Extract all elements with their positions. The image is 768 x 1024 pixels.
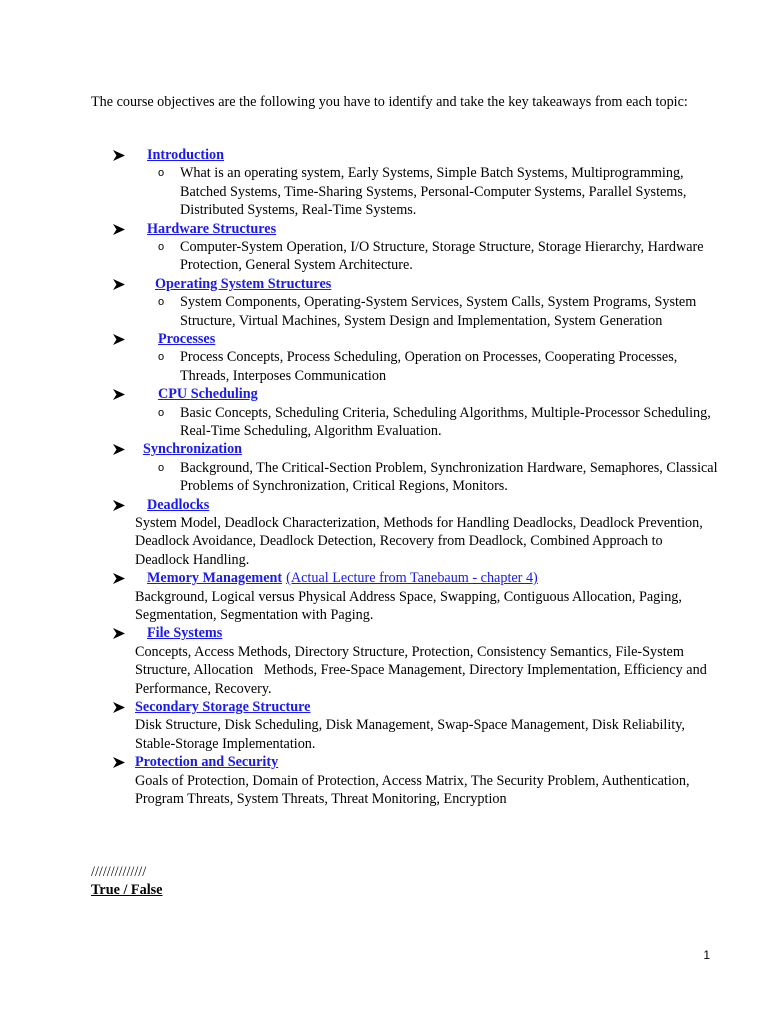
- topic-cpu-scheduling: [0, 385, 768, 440]
- arrow-bullet-icon: [113, 624, 127, 642]
- topic-introduction: [0, 146, 768, 220]
- arrow-bullet-icon: [113, 698, 127, 716]
- separator-slashes: //////////////: [91, 864, 147, 880]
- topic-synchronization: [0, 440, 768, 495]
- topic-title-link[interactable]: Introduction: [147, 147, 224, 163]
- topic-deadlocks: [0, 496, 768, 570]
- page-number: 1: [703, 948, 710, 962]
- topic-detail: Disk Structure, Disk Scheduling, Disk Management, Swap-Space Management, Disk Reliability, Stable-Storage Implementation.: [135, 717, 685, 752]
- topic-title-link[interactable]: Synchronization: [143, 441, 243, 458]
- topic-detail: Basic Concepts, Scheduling Criteria, Scheduling Algorithms, Multiple-Processor Scheduling, Real-Time Scheduling, Algorithm Evaluation.: [180, 404, 711, 440]
- topic-title-link[interactable]: Secondary Storage Structure: [135, 699, 311, 716]
- topic-file-systems: [0, 624, 768, 698]
- topic-title-link[interactable]: Protection and Security: [135, 754, 279, 771]
- intro-paragraph: The course objectives are the following you have to identify and take the key takeaways from each topic:: [91, 94, 688, 110]
- lecture-note-link[interactable]: (Actual Lecture from Tanebaum - chapter 4): [286, 570, 538, 587]
- arrow-bullet-icon: [113, 275, 127, 293]
- topic-title-link[interactable]: Hardware Structures: [147, 220, 277, 237]
- topic-hardware-structures: [0, 220, 768, 275]
- arrow-bullet-icon: [113, 220, 127, 238]
- topic-detail: Computer-System Operation, I/O Structure, Storage Structure, Storage Hierarchy, Hardware Protection, General System Architecture.: [180, 239, 704, 274]
- topic-detail: Goals of Protection, Domain of Protection, Access Matrix, The Security Problem, Authentication, Program Threats, System Threats, Threat Monitoring, Encryption: [135, 772, 690, 808]
- topic-title-link[interactable]: Memory Management: [147, 570, 283, 587]
- arrow-bullet-icon: [113, 385, 127, 403]
- arrow-bullet-icon: [113, 440, 127, 458]
- topic-title-link[interactable]: Operating System Structures: [155, 275, 332, 292]
- topic-title-link[interactable]: Processes: [158, 331, 216, 348]
- course-outline: [0, 146, 768, 808]
- arrow-bullet-icon: [113, 753, 127, 771]
- topic-title-link[interactable]: Deadlocks: [147, 496, 210, 513]
- topic-operating-system-structures: [0, 275, 768, 330]
- sub-bullet: o: [158, 296, 165, 309]
- sub-bullet: o: [158, 351, 165, 364]
- topic-detail: Concepts, Access Methods, Directory Structure, Protection, Consistency Semantics, File-System Structure, Allocation Methods, Free-Space Management, Directory Implementation, Efficiency and Performance, Recovery.: [135, 643, 711, 697]
- topic-title-link[interactable]: File Systems: [147, 625, 223, 642]
- true-false-heading: True / False: [91, 882, 163, 898]
- topic-secondary-storage-structure: [0, 698, 768, 753]
- topic-protection-and-security: [0, 753, 768, 808]
- sub-bullet: o: [158, 241, 165, 253]
- topic-detail: What is an operating system, Early Systems, Simple Batch Systems, Multiprogramming, Batched Systems, Time-Sharing Systems, Personal-Computer Systems, Parallel Systems, Distributed Systems, Real-Time Systems.: [180, 165, 687, 219]
- sub-bullet: o: [158, 406, 165, 419]
- arrow-bullet-icon: [113, 496, 127, 514]
- topic-detail: System Components, Operating-System Services, System Calls, System Programs, System Structure, Virtual Machines, System Design and Implementation, System Generation: [180, 294, 697, 329]
- topic-detail: Background, The Critical-Section Problem, Synchronization Hardware, Semaphores, Classical Problems of Synchronization, Critical Regions, Monitors.: [180, 459, 718, 495]
- topic-processes: [0, 330, 768, 385]
- arrow-bullet-icon: [113, 146, 127, 164]
- topic-memory-management: [0, 569, 768, 624]
- topic-detail: Process Concepts, Process Scheduling, Operation on Processes, Cooperating Processes, Threads, Interposes Communication: [180, 349, 678, 384]
- topic-title-group: [147, 569, 538, 587]
- arrow-bullet-icon: [113, 569, 127, 587]
- topic-detail: Background, Logical versus Physical Address Space, Swapping, Contiguous Allocation, Paging, Segmentation, Segmentation with Paging.: [135, 588, 682, 624]
- topic-title-link[interactable]: CPU Scheduling: [158, 386, 258, 403]
- arrow-bullet-icon: [113, 330, 127, 348]
- topic-detail: System Model, Deadlock Characterization, Methods for Handling Deadlocks, Deadlock Prevention, Deadlock Avoidance, Deadlock Detection, Recovery from Deadlock, Combined Approach to Deadlock Handling.: [135, 515, 703, 568]
- sub-bullet: o: [158, 167, 165, 180]
- sub-bullet: o: [158, 461, 165, 474]
